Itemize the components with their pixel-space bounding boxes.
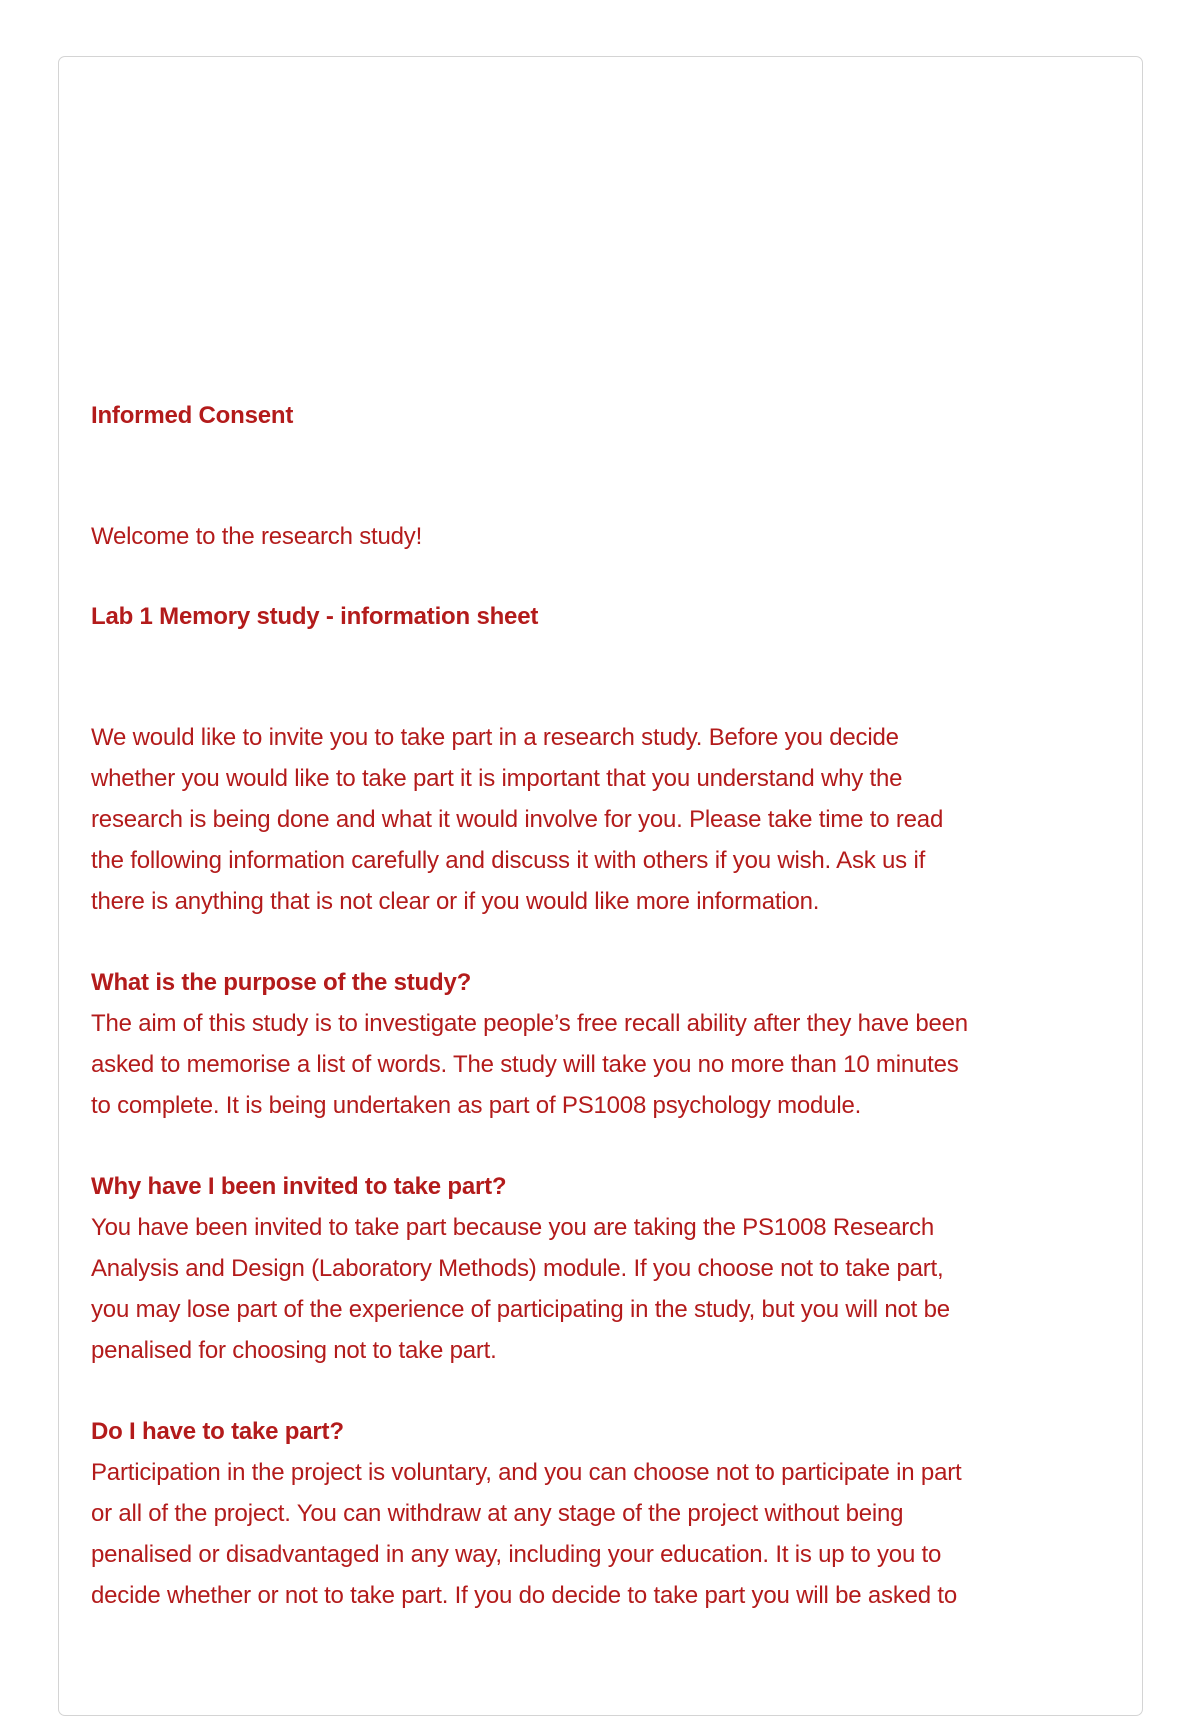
section-heading: Why have I been invited to take part?	[91, 1173, 507, 1200]
section-line: penalised or disadvantaged in any way, including your education. It is up to you to	[91, 1541, 942, 1568]
invited-section	[91, 1166, 1111, 1371]
section-heading: Do I have to take part?	[91, 1418, 344, 1445]
section-line: Analysis and Design (Laboratory Methods) module. If you choose not to take part,	[91, 1255, 944, 1282]
intro-line: research is being done and what it would involve for you. Please take time to read	[91, 806, 944, 833]
section-line: asked to memorise a list of words. The study will take you no more than 10 minutes	[91, 1051, 959, 1078]
intro-line: We would like to invite you to take part in a research study. Before you decide	[91, 724, 899, 751]
intro-line: the following information carefully and discuss it with others if you wish. Ask us if	[91, 847, 926, 874]
section-line: or all of the project. You can withdraw at any stage of the project without being	[91, 1500, 904, 1527]
section-line: you may lose part of the experience of participating in the study, but you will not be	[91, 1296, 950, 1323]
section-heading: What is the purpose of the study?	[91, 969, 472, 996]
welcome-text: Welcome to the research study!	[91, 523, 423, 550]
page-title: Informed Consent	[91, 402, 294, 429]
information-sheet-title: Lab 1 Memory study - information sheet	[91, 603, 539, 630]
intro-paragraph	[91, 717, 1111, 922]
intro-line: there is anything that is not clear or if you would like more information.	[91, 888, 820, 915]
section-line: Participation in the project is voluntary, and you can choose not to participate in part	[91, 1459, 962, 1486]
section-line: The aim of this study is to investigate people’s free recall ability after they have been	[91, 1010, 968, 1037]
section-line: penalised for choosing not to take part.	[91, 1337, 497, 1364]
consent-content	[91, 395, 1111, 1656]
participation-section	[91, 1411, 1111, 1616]
purpose-section	[91, 962, 1111, 1126]
intro-line: whether you would like to take part it is important that you understand why the	[91, 765, 903, 792]
section-line: to complete. It is being undertaken as part of PS1008 psychology module.	[91, 1092, 862, 1119]
section-line: decide whether or not to take part. If you do decide to take part you will be asked to	[91, 1582, 957, 1609]
section-line: You have been invited to take part because you are taking the PS1008 Research	[91, 1214, 934, 1241]
